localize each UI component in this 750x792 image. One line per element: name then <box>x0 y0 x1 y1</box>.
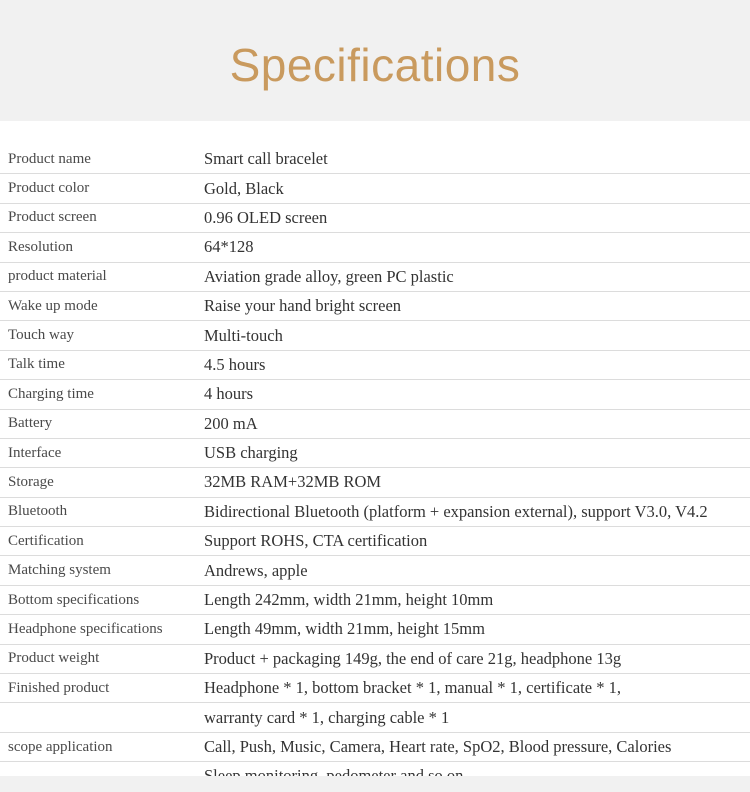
spec-value: warranty card * 1, charging cable * 1 <box>204 703 750 732</box>
spec-label: Product weight <box>0 644 204 673</box>
page-title: Specifications <box>229 38 521 91</box>
table-row <box>0 674 750 703</box>
spec-value: USB charging <box>204 438 750 467</box>
table-row <box>0 497 750 526</box>
spec-label: Bottom specifications <box>0 585 204 614</box>
spec-value: Call, Push, Music, Camera, Heart rate, SpO2, Blood pressure, Calories <box>204 732 750 761</box>
title-banner <box>0 0 750 121</box>
table-row <box>0 321 750 350</box>
table-row <box>0 233 750 262</box>
spec-value: 4.5 hours <box>204 350 750 379</box>
table-row <box>0 585 750 614</box>
spec-label: Certification <box>0 527 204 556</box>
spec-label: Product screen <box>0 203 204 232</box>
spec-label: product material <box>0 262 204 291</box>
spec-value: 32MB RAM+32MB ROM <box>204 468 750 497</box>
table-row <box>0 409 750 438</box>
spec-value: Smart call bracelet <box>204 145 750 174</box>
table-row <box>0 644 750 673</box>
spec-value: Bidirectional Bluetooth (platform + expansion external), support V3.0, V4.2 <box>204 497 750 526</box>
spec-label: Wake up mode <box>0 291 204 320</box>
spec-value: Length 49mm, width 21mm, height 15mm <box>204 615 750 644</box>
spec-label: Finished product <box>0 674 204 703</box>
spec-label: Battery <box>0 409 204 438</box>
spec-label <box>0 703 204 732</box>
table-row <box>0 615 750 644</box>
spec-label: Storage <box>0 468 204 497</box>
spec-value: Aviation grade alloy, green PC plastic <box>204 262 750 291</box>
spec-value: Gold, Black <box>204 174 750 203</box>
footer-strip <box>0 776 750 792</box>
spec-value: Raise your hand bright screen <box>204 291 750 320</box>
table-row <box>0 468 750 497</box>
spec-value: Multi-touch <box>204 321 750 350</box>
spec-label: Charging time <box>0 380 204 409</box>
table-row <box>0 556 750 585</box>
table-row <box>0 203 750 232</box>
table-row <box>0 350 750 379</box>
specifications-table <box>0 145 750 792</box>
spec-label: Touch way <box>0 321 204 350</box>
spec-value: Headphone * 1, bottom bracket * 1, manual * 1, certificate * 1, <box>204 674 750 703</box>
table-row <box>0 438 750 467</box>
spec-label: Interface <box>0 438 204 467</box>
table-row <box>0 291 750 320</box>
table-row <box>0 527 750 556</box>
spec-value: Length 242mm, width 21mm, height 10mm <box>204 585 750 614</box>
spec-value: 0.96 OLED screen <box>204 203 750 232</box>
spec-label: Product color <box>0 174 204 203</box>
spec-label: scope application <box>0 732 204 761</box>
spec-label: Matching system <box>0 556 204 585</box>
spec-label: Bluetooth <box>0 497 204 526</box>
spec-label: Headphone specifications <box>0 615 204 644</box>
spec-value: Andrews, apple <box>204 556 750 585</box>
spec-value: Support ROHS, CTA certification <box>204 527 750 556</box>
table-row <box>0 145 750 174</box>
spec-value: Product + packaging 149g, the end of care 21g, headphone 13g <box>204 644 750 673</box>
spec-value: 64*128 <box>204 233 750 262</box>
spec-label: Resolution <box>0 233 204 262</box>
table-row <box>0 174 750 203</box>
table-row <box>0 262 750 291</box>
table-row <box>0 732 750 761</box>
table-row <box>0 703 750 732</box>
spec-label: Product name <box>0 145 204 174</box>
table-row <box>0 380 750 409</box>
spec-value: 200 mA <box>204 409 750 438</box>
spec-label: Talk time <box>0 350 204 379</box>
spec-value: 4 hours <box>204 380 750 409</box>
